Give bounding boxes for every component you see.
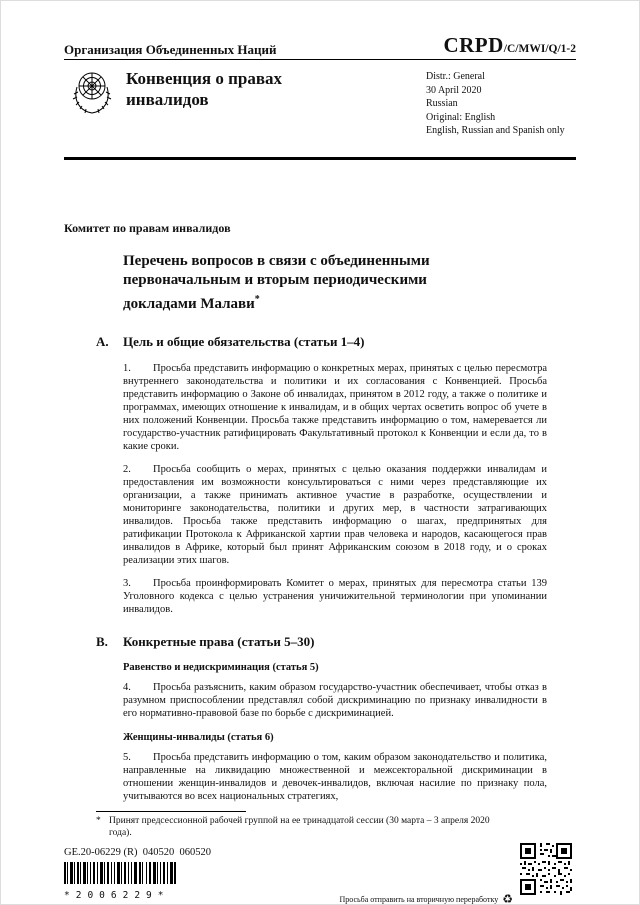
barcode: [64, 862, 176, 901]
distr-line: Distr.: General: [426, 71, 485, 82]
paragraph-5: [123, 751, 547, 803]
original-language-line: Original: English: [426, 111, 496, 123]
doc-symbol: [443, 33, 576, 58]
section-b-title: Конкретные права (статьи 5–30): [123, 634, 315, 649]
document-body: [64, 221, 578, 811]
language-line: Russian: [426, 98, 458, 110]
paragraph-1-text: Просьба представить информацию о конкретных мерах, принятых с целью пересмотра внутреннего законодательства и политики и их согласования с Конвенцией. Просьба представить информацию о Законе об инвалидах, принятом в 2012 году, а также о политике и программах, имеющих отношение к инвалидам, и в общих чертах осветить вопрос об учете в них положений Конвенции. Просьба также представить информацию о том, намеревается ли государство-участник ратифицировать Факультативный протокол к Конвенции и если да, то в какие сроки.: [123, 363, 547, 452]
section-b-heading: [96, 634, 547, 650]
recycle-icon: ♻: [502, 892, 513, 905]
doc-symbol-main: CRPD: [443, 33, 504, 57]
footnote-ref: *: [254, 294, 260, 305]
date-line: 30 April 2020: [426, 84, 482, 96]
paragraph-5-text: Просьба представить информацию о том, каким образом законодательство и политика, направленные на ликвидацию множественной и межсекторальной дискриминации в отношении женщин-инвалидов и девочек-инвалидов, включая насилие по признаку пола, учитываются во всех национальных стратегиях,: [123, 752, 547, 802]
paragraph-4: [123, 681, 547, 720]
paragraph-3: [123, 577, 547, 616]
footnote-text: Принят предсессионной рабочей группой на ее тринадцатой сессии (30 марта – 3 апреля 2020 года).: [109, 816, 490, 838]
un-emblem-icon: [67, 65, 117, 117]
section-a-label: A.: [96, 334, 109, 349]
paragraph-2: [123, 463, 547, 567]
section-a-title: Цель и общие обязательства (статьи 1–4): [123, 334, 365, 349]
footnote-separator: [96, 811, 246, 812]
footnote: [96, 816, 496, 840]
convention-title: Конвенция о правах инвалидов: [126, 69, 283, 109]
section-a-heading: [96, 334, 547, 350]
document-header: [64, 35, 576, 58]
barcode-bars: [64, 862, 176, 884]
doc-symbol-suffix: /C/MWI/Q/1-2: [503, 43, 576, 55]
recycle-text: Просьба отправить на вторичную переработку: [339, 894, 499, 904]
qr-code: [520, 843, 572, 895]
footnote-marker: *: [96, 816, 101, 826]
subheading-article-5: Равенство и недискриминация (статья 5): [123, 662, 319, 673]
paragraph-1-number: 1.: [123, 363, 131, 374]
ge-document-number: GE.20-06229 (R) 040520 060520: [64, 847, 211, 858]
paragraph-2-text: Просьба сообщить о мерах, принятых с целью оказания поддержки инвалидам и предоставления им возможности консультироваться с ними через представляющие их организации, а также принимать активное участие в разработке, осуществлении и мониторинге законодательства, политики и других мер, в частности затрагивающих инвалидов. Просьба также представить информацию о шагах, предпринятых для ратификации Протокола к Африканской хартии прав человека и народов, касающегося прав инвалидов в Африке, который был принят Африканским союзом в 2018 году, и о сроках реализации этих шагов.: [123, 464, 547, 566]
paragraph-2-number: 2.: [123, 464, 131, 475]
paragraph-4-text: Просьба разъяснить, каким образом государство-участник обеспечивает, чтобы отказ в разумном приспособлении представлял собой дискриминацию по признаку инвалидности в его нормативно-правовой базе по борьбе с дискриминацией.: [123, 682, 547, 719]
paragraph-5-number: 5.: [123, 752, 131, 763]
paragraph-3-number: 3.: [123, 578, 131, 589]
barcode-text: *2006229*: [64, 890, 170, 901]
document-title-text: Перечень вопросов в связи с объединенными первоначальным и вторым периодическими докладами Малави: [123, 253, 430, 312]
paragraph-4-number: 4.: [123, 682, 131, 693]
header-rule: [64, 59, 576, 60]
recycle-note: [339, 893, 513, 905]
org-name: Организация Объединенных Наций: [64, 42, 277, 57]
masthead-rule: [64, 157, 576, 160]
paragraph-3-text: Просьба проинформировать Комитет о мерах, принятых для пересмотра статьи 139 Уголовного кодекса с целью устранения уничижительной терминологии при упоминании инвалидов.: [123, 578, 547, 615]
subheading-article-6: Женщины-инвалиды (статья 6): [123, 732, 274, 743]
section-b-label: B.: [96, 634, 108, 649]
document-title: [123, 252, 495, 314]
availability-line: English, Russian and Spanish only: [426, 125, 565, 137]
distribution-block: [426, 70, 565, 138]
committee-name: Комитет по правам инвалидов: [64, 221, 231, 235]
paragraph-1: [123, 362, 547, 453]
